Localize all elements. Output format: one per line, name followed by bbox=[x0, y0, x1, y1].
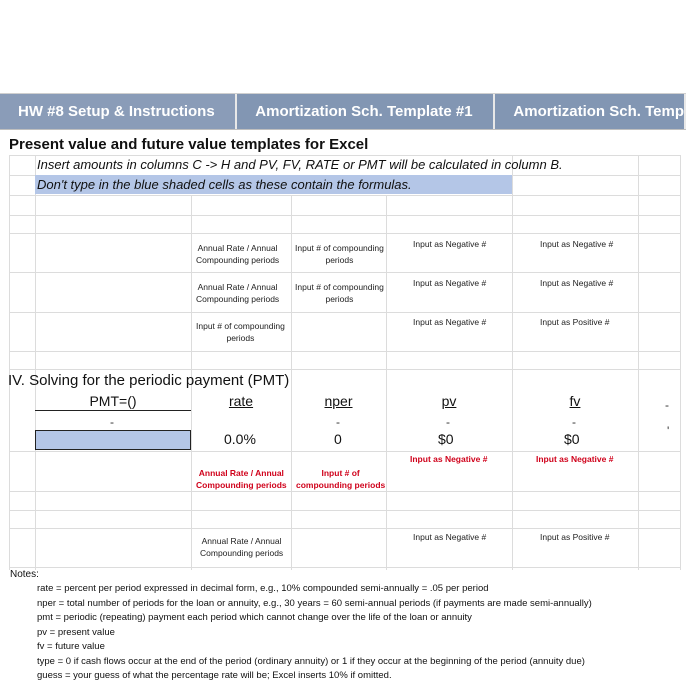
note-type: type = 0 if cash flows occur at the end of the period (ordinary annuity) or 1 if they occur at the beginning of the period (annuity due) bbox=[37, 656, 585, 667]
note-pmt: pmt = periodic (repeating) payment each period which cannot change over the life of the loan or annuity bbox=[37, 612, 472, 623]
instruction-columns: Insert amounts in columns C -> H and PV, FV, RATE or PMT will be calculated in column B. bbox=[37, 157, 563, 172]
hint-fv-negative-red: Input as Negative # bbox=[536, 454, 614, 464]
hint-rate: Annual Rate / Annual Compounding periods bbox=[196, 243, 280, 265]
note-pv: pv = present value bbox=[37, 627, 115, 638]
hint-nper: Input # of compounding periods bbox=[196, 321, 285, 343]
col-header-pv: pv bbox=[441, 393, 457, 409]
pmt-dash: - bbox=[110, 415, 114, 429]
header-dash: - bbox=[665, 398, 669, 412]
row-dash: ' bbox=[667, 424, 670, 438]
col-header-fv: fv bbox=[569, 393, 581, 409]
tab-amortization-template-1[interactable]: Amortization Sch. Template #1 bbox=[237, 94, 495, 129]
col-header-nper: nper bbox=[324, 393, 353, 409]
page-title: Present value and future value templates for Excel bbox=[9, 136, 369, 153]
instruction-blue-cells: Don't type in the blue shaded cells as these contain the formulas. bbox=[37, 177, 412, 192]
fv-input-cell[interactable]: $0 bbox=[564, 431, 580, 447]
hint-pv-negative: Input as Negative # bbox=[413, 239, 487, 249]
note-nper: nper = total number of periods for the loan or annuity, e.g., 30 years = 60 semi-annual periods (if payments are made semi-annually) bbox=[37, 598, 592, 609]
pv-input-cell[interactable]: $0 bbox=[438, 431, 454, 447]
col-header-pmt: PMT=() bbox=[89, 393, 137, 409]
hint-pv-negative: Input as Negative # bbox=[413, 532, 487, 542]
pmt-result-cell[interactable] bbox=[35, 430, 191, 450]
hint-fv-negative: Input as Negative # bbox=[540, 278, 614, 288]
note-fv: fv = future value bbox=[37, 641, 105, 652]
hint-nper-red: Input # of compounding periods bbox=[296, 468, 386, 490]
sheet-tab-bar bbox=[0, 93, 686, 130]
hint-pv-negative: Input as Negative # bbox=[413, 278, 487, 288]
hint-fv-positive: Input as Positive # bbox=[540, 317, 610, 327]
rate-input-cell[interactable]: 0.0% bbox=[224, 431, 256, 447]
hint-nper: Input # of compounding periods bbox=[295, 243, 384, 265]
hint-rate: Annual Rate / Annual Compounding periods bbox=[196, 282, 280, 304]
section-heading-pmt: IV. Solving for the periodic payment (PMT) bbox=[8, 372, 290, 389]
hint-pv-negative-red: Input as Negative # bbox=[410, 454, 488, 464]
hint-rate-red: Annual Rate / Annual Compounding periods bbox=[196, 468, 287, 490]
nper-dash: - bbox=[336, 415, 340, 429]
notes-label: Notes: bbox=[10, 569, 39, 580]
hint-fv-positive: Input as Positive # bbox=[540, 532, 610, 542]
pmt-header-underline bbox=[35, 410, 191, 411]
hint-rate: Annual Rate / Annual Compounding periods bbox=[200, 536, 284, 558]
tab-hw8-setup[interactable]: HW #8 Setup & Instructions bbox=[0, 94, 237, 129]
note-rate: rate = percent per period expressed in decimal form, e.g., 10% compounded semi-annually = .05 per period bbox=[37, 583, 489, 594]
tab-amortization-template-2[interactable]: Amortization Sch. Temp bbox=[495, 94, 686, 129]
fv-dash: - bbox=[572, 415, 576, 429]
hint-fv-negative: Input as Negative # bbox=[540, 239, 614, 249]
nper-input-cell[interactable]: 0 bbox=[334, 431, 342, 447]
hint-pv-negative: Input as Negative # bbox=[413, 317, 487, 327]
hint-nper: Input # of compounding periods bbox=[295, 282, 384, 304]
note-guess: guess = your guess of what the percentage rate will be; Excel inserts 10% if omitted. bbox=[37, 670, 392, 681]
col-header-rate: rate bbox=[228, 393, 254, 409]
pv-dash: - bbox=[446, 415, 450, 429]
